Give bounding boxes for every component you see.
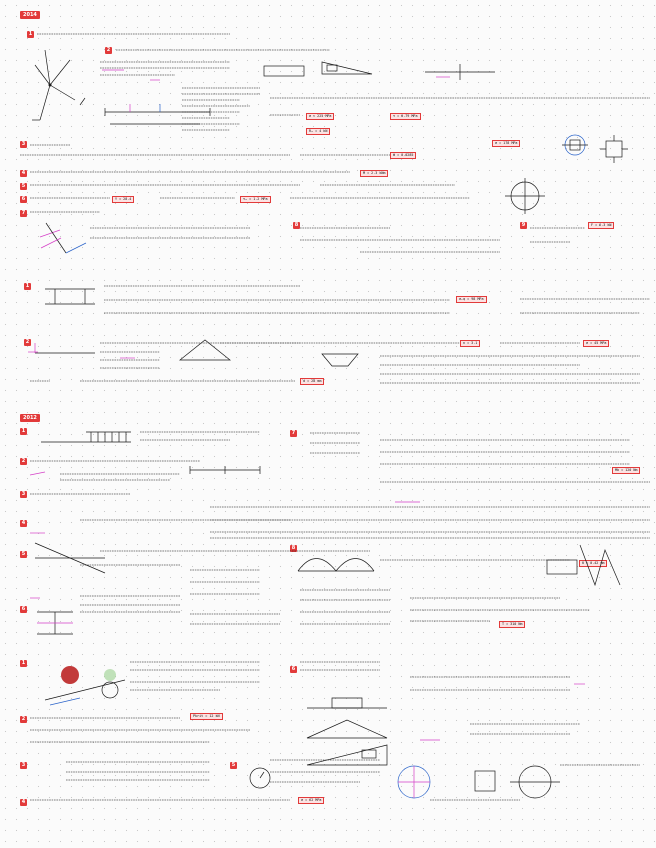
question-number: 8	[294, 222, 299, 228]
question-number: 3	[21, 141, 26, 147]
result-box: Mb = 120 Nm	[612, 467, 640, 474]
stress-element-diagram	[600, 135, 630, 165]
question-number: 2	[106, 47, 111, 53]
result-box: δ = 0.42 mm	[579, 560, 607, 567]
question-number: 7	[21, 210, 26, 216]
question-number: 1	[28, 31, 33, 37]
question-number: 5	[21, 183, 26, 189]
result-box: τ = 0.79 MPa	[390, 113, 421, 120]
zigzag-diagram	[545, 540, 625, 590]
question-number: 8	[291, 545, 296, 551]
column-support-diagram	[40, 284, 100, 309]
result-box: Y = 28.4	[112, 196, 134, 203]
result-box: τₐ = 1.2 MPa	[240, 196, 271, 203]
support-beam-diagram	[185, 460, 265, 480]
question-number: 5	[21, 551, 26, 557]
result-box: Rₐ = 4 kN	[306, 128, 330, 135]
question-number: 5	[231, 762, 236, 768]
clock-circle-diagram	[248, 766, 272, 790]
cantilever-beam-diagram	[30, 343, 100, 363]
triangle-load-diagram	[175, 335, 235, 365]
question-number: 1	[25, 283, 30, 289]
question-number: 4	[21, 520, 26, 526]
question-number: 4	[21, 799, 26, 805]
result-box: σₑq = 98 MPa	[456, 296, 487, 303]
result-box: Pkrit = 12 kN	[190, 713, 223, 720]
question-number: 7	[291, 430, 296, 436]
question-number: 1	[21, 660, 26, 666]
distributed-load-beam-diagram	[36, 428, 136, 448]
axis-diagram	[420, 62, 500, 92]
result-box: T = 310 Nm	[499, 621, 525, 628]
question-number: 6	[21, 196, 26, 202]
question-number: 2	[21, 716, 26, 722]
gear-shaft-assembly-diagram	[40, 660, 130, 715]
question-number: 3	[21, 491, 26, 497]
result-box: d = 28 mm	[300, 378, 324, 385]
shaft-section-diagram	[560, 130, 590, 160]
arch-frame-diagram	[296, 546, 376, 576]
section-tag-2012: 2012	[20, 414, 40, 422]
rotation-circle-diagram	[394, 762, 434, 802]
question-number: 6	[291, 666, 296, 672]
result-box: n = 3.1	[460, 340, 480, 347]
moment-diagram	[262, 60, 382, 90]
load-beam-diagram-1	[302, 688, 392, 718]
question-number: 4	[21, 170, 26, 176]
shear-force-diagram	[30, 538, 110, 578]
result-box: σ = 178 MPa	[492, 140, 520, 147]
result-box: Φ = 0.0285	[390, 152, 416, 159]
question-number: 9	[521, 222, 526, 228]
section-tag-2014: 2014	[20, 11, 40, 19]
mohr-circle-diagram-2	[510, 762, 560, 802]
question-number: 3	[21, 762, 26, 768]
cross-section-diagram	[320, 350, 360, 370]
question-number: 6	[21, 606, 26, 612]
load-beam-diagram-3	[302, 740, 392, 770]
spatial-frame-diagram	[30, 40, 90, 130]
question-number: 2	[21, 458, 26, 464]
result-box: F = 6.3 kN	[588, 222, 614, 229]
mohr-circle-diagram	[505, 178, 545, 214]
question-number: 2	[25, 339, 30, 345]
loaded-column-diagram	[36, 218, 96, 258]
result-box: σ = 45 MPa	[583, 340, 609, 347]
result-box: σ = 62 MPa	[298, 797, 324, 804]
beam-diagram	[100, 102, 220, 132]
result-box: σ = 225 MPa	[306, 113, 334, 120]
stress-square-diagram	[470, 766, 500, 796]
i-beam-section-diagram	[35, 608, 75, 638]
question-number: 1	[21, 428, 26, 434]
result-box: M = 2.3 kNm	[360, 170, 388, 177]
